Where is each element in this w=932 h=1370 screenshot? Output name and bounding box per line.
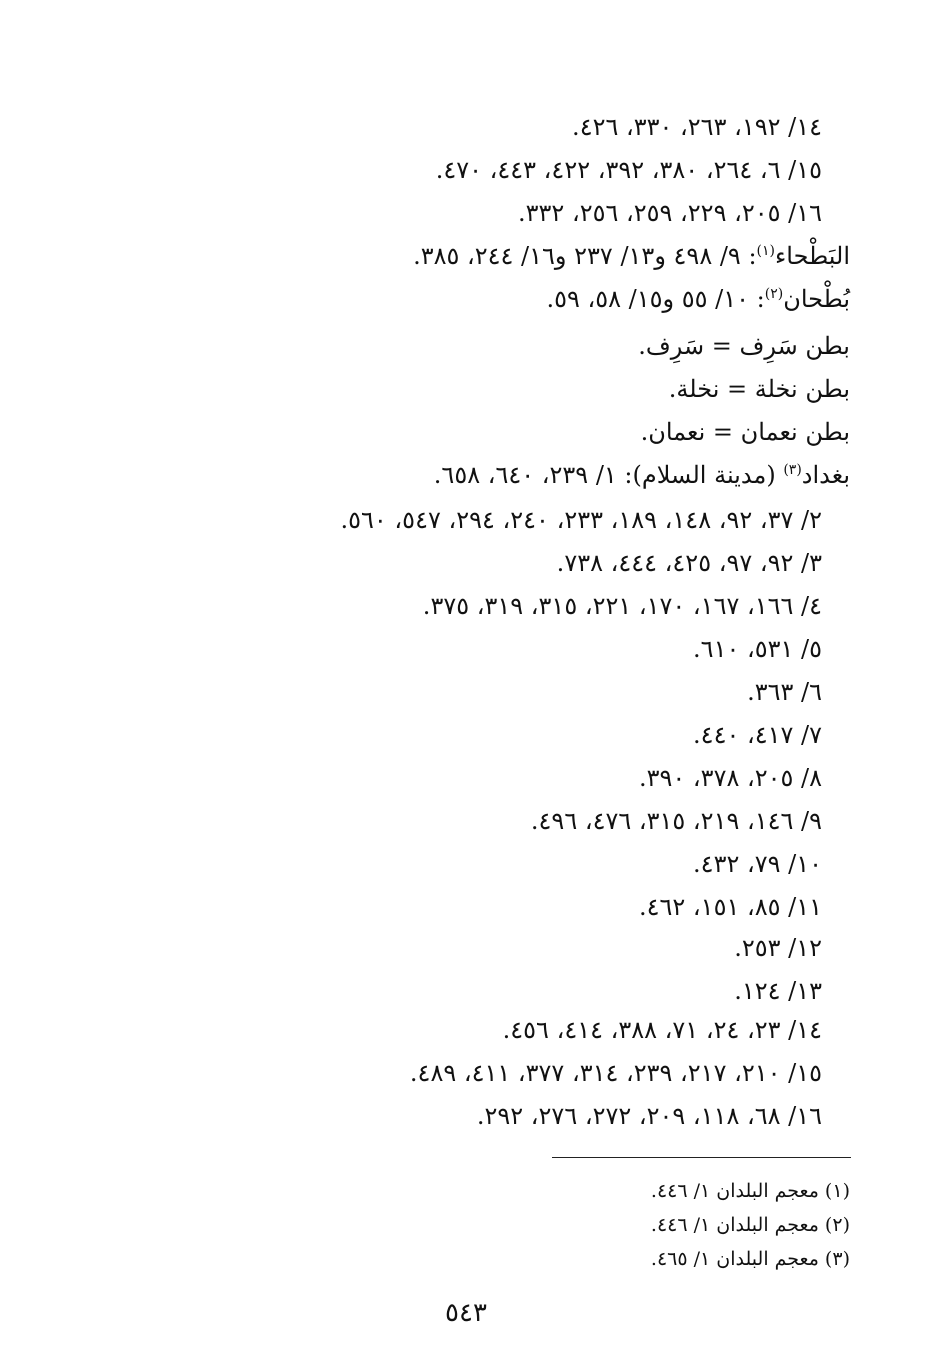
index-line: ١٦/ ٦٨، ١١٨، ٢٠٩، ٢٧٢، ٢٧٦، ٢٩٢.	[476, 1102, 822, 1130]
index-line: ١٢/ ٢٥٣.	[734, 934, 822, 962]
entry-refs: : ١٠/ ٥٥ و١٥/ ٥٨، ٥٩.	[546, 285, 765, 313]
footnote-divider	[552, 1157, 851, 1158]
index-line: ١٤/ ١٩٢، ٢٦٣، ٣٣٠، ٤٢٦.	[572, 113, 822, 141]
index-line: ١٠/ ٧٩، ٤٣٢.	[693, 850, 822, 878]
entry-refs: : ٩/ ٤٩٨ و١٣/ ٢٣٧ و١٦/ ٢٤٤، ٣٨٥.	[413, 242, 757, 270]
footnote: (٣) معجم البلدان ١/ ٤٦٥.	[650, 1248, 850, 1270]
index-entry	[546, 283, 850, 315]
index-line: ١٥/ ٦، ٢٦٤، ٣٨٠، ٣٩٢، ٤٢٢، ٤٤٣، ٤٧٠.	[435, 156, 822, 184]
entry-head: البَطْحاء	[775, 242, 850, 270]
index-entry: بطن سَرِف = سَرِف.	[638, 332, 850, 360]
index-line: ٨/ ٢٠٥، ٣٧٨، ٣٩٠.	[638, 764, 822, 792]
index-entry: بطن نخلة = نخلة.	[668, 375, 850, 403]
index-line: ٩/ ١٤٦، ٢١٩، ٣١٥، ٤٧٦، ٤٩٦.	[530, 807, 822, 835]
page-number: ٥٤٣	[445, 1298, 487, 1328]
index-line: ١٥/ ٢١٠، ٢١٧، ٢٣٩، ٣١٤، ٣٧٧، ٤١١، ٤٨٩.	[409, 1059, 822, 1087]
footnote-ref: (٢)	[764, 286, 784, 302]
index-line: ٦/ ٣٦٣.	[747, 678, 822, 706]
index-line: ١١/ ٨٥، ١٥١، ٤٦٢.	[638, 893, 822, 921]
index-line: ٤/ ١٦٦، ١٦٧، ١٧٠، ٢٢١، ٣١٥، ٣١٩، ٣٧٥.	[422, 592, 822, 620]
index-line: ٣/ ٩٢، ٩٧، ٤٢٥، ٤٤٤، ٧٣٨.	[556, 549, 822, 577]
entry-refs: (مدينة السلام): ١/ ٢٣٩، ٦٤٠، ٦٥٨.	[433, 461, 784, 489]
footnote: (١) معجم البلدان ١/ ٤٤٦.	[650, 1180, 850, 1202]
index-line: ١٦/ ٢٠٥، ٢٢٩، ٢٥٩، ٢٥٦، ٣٣٢.	[518, 199, 822, 227]
index-entry: بطن نعمان = نعمان.	[640, 418, 850, 446]
footnote-ref: (١)	[756, 243, 775, 259]
index-line: ١٣/ ١٢٤.	[734, 977, 822, 1005]
index-line: ٥/ ٥٣١، ٦١٠.	[693, 635, 822, 663]
index-entry	[413, 240, 850, 272]
footnote: (٢) معجم البلدان ١/ ٤٤٦.	[650, 1214, 850, 1236]
entry-head: بغداد	[801, 461, 850, 489]
footnote-ref: (٣)	[783, 462, 802, 478]
entry-head: بُطْحان	[783, 285, 850, 313]
index-line: ٢/ ٣٧، ٩٢، ١٤٨، ١٨٩، ٢٣٣، ٢٤٠، ٢٩٤، ٥٤٧، ٥٦٠.	[340, 506, 822, 534]
index-line: ١٤/ ٢٣، ٢٤، ٧١، ٣٨٨، ٤١٤، ٤٥٦.	[502, 1016, 822, 1044]
index-line: ٧/ ٤١٧، ٤٤٠.	[693, 721, 822, 749]
index-entry	[434, 459, 850, 491]
